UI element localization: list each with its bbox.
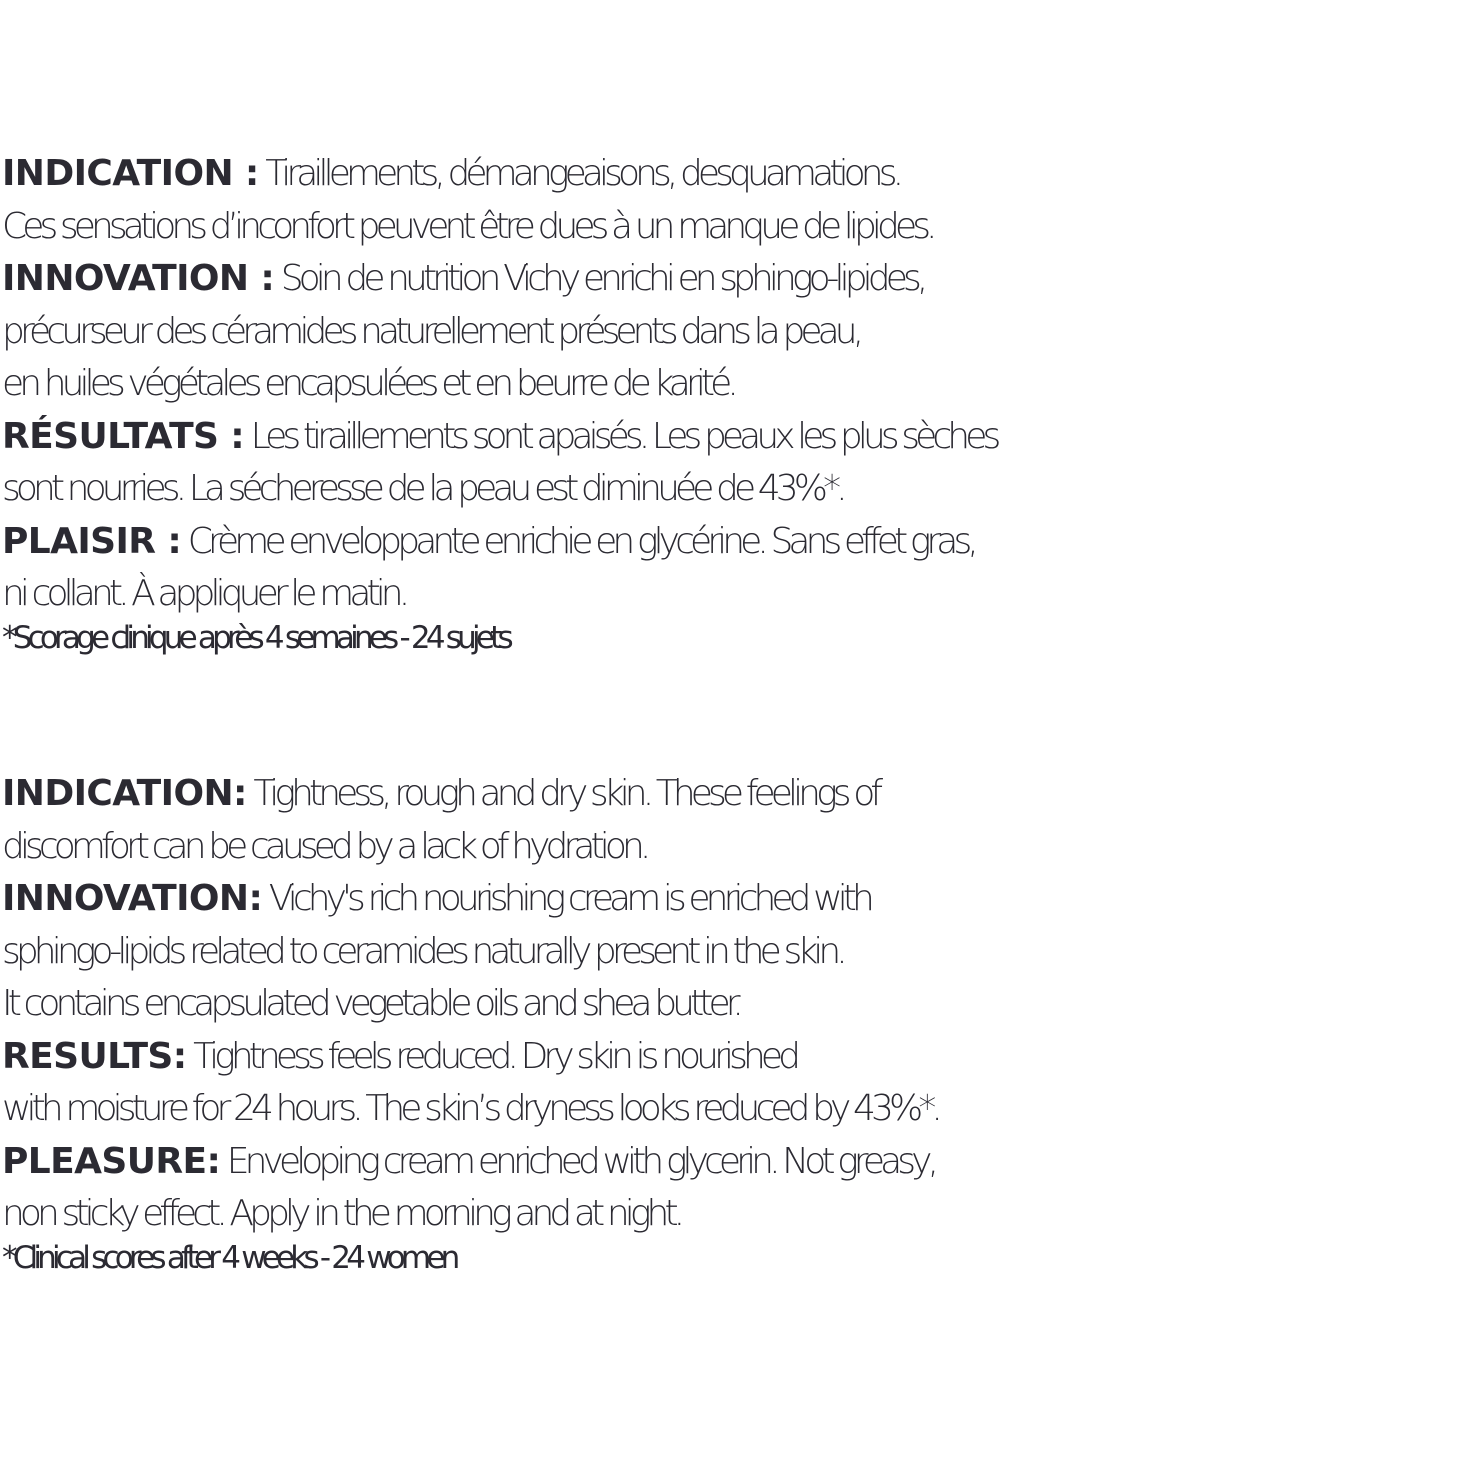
en-footnote: *Clinical scores after 4 weeks - 24 women — [2, 1239, 456, 1276]
fr-line-8 — [2, 516, 1452, 569]
en-innovation-text-cont-2: It contains encapsulated vegetable oils and shea butter. — [2, 983, 739, 1024]
en-pleasure-text: Enveloping cream enriched with glycerin. Not greasy, — [220, 1140, 935, 1182]
en-line-8 — [2, 1136, 1452, 1189]
fr-innovation-text-cont-2: en huiles végétales encapsulées et en beurre de karité. — [2, 363, 734, 404]
fr-line-2 — [2, 201, 1452, 254]
en-pleasure-text-cont: non sticky effect. Apply in the morning and at night. — [2, 1193, 681, 1234]
en-line-9 — [2, 1188, 1452, 1241]
fr-indication-text-cont: Ces sensations d’inconfort peuvent être dues à un manque de lipides. — [2, 205, 933, 247]
fr-footnote: *Scorage clinique après 4 semaines - 24 sujets — [2, 619, 509, 656]
fr-indication-label: INDICATION : — [2, 153, 259, 194]
en-line-2 — [2, 821, 1452, 874]
en-results-text-cont: with moisture for 24 hours. The skin’s dryness looks reduced by 43%*. — [2, 1088, 938, 1129]
en-line-5 — [2, 978, 1452, 1031]
en-pleasure-label: PLEASURE: — [2, 1140, 221, 1182]
en-line-1 — [2, 768, 1452, 821]
fr-resultats-label: RÉSULTATS : — [2, 415, 245, 457]
fr-indication-text: Tiraillements, démangeaisons, desquamations. — [258, 153, 900, 194]
fr-resultats-text-cont: sont nourries. La sécheresse de la peau est diminuée de 43%*. — [2, 468, 843, 509]
en-line-6 — [2, 1031, 1452, 1084]
en-innovation-text-cont-1: sphingo-lipids related to ceramides naturally present in the skin. — [2, 930, 843, 972]
fr-innovation-text-cont-1: précurseur des céramides naturellement présents dans la peau, — [2, 310, 860, 352]
en-line-3 — [2, 873, 1452, 926]
en-line-7 — [2, 1083, 1452, 1136]
french-description — [2, 148, 1452, 659]
fr-resultats-text: Les tiraillements sont apaisés. Les peaux les plus sèches — [244, 415, 997, 457]
en-indication-label: INDICATION: — [2, 773, 247, 814]
en-indication-text-cont: discomfort can be caused by a lack of hydration. — [2, 825, 647, 867]
fr-innovation-text: Soin de nutrition Vichy enrichi en sphingo-lipides, — [274, 258, 924, 299]
en-innovation-label: INNOVATION: — [2, 878, 263, 919]
english-description — [2, 768, 1452, 1279]
fr-line-5 — [2, 358, 1452, 411]
en-innovation-text: Vichy's rich nourishing cream is enriched with — [262, 878, 870, 919]
fr-plaisir-label: PLAISIR : — [2, 520, 182, 562]
en-results-text: Tightness feels reduced. Dry skin is nourished — [186, 1035, 797, 1077]
fr-line-1 — [2, 148, 1452, 201]
fr-plaisir-text-cont: ni collant. À appliquer le matin. — [2, 573, 406, 614]
fr-line-3 — [2, 253, 1452, 306]
fr-line-9 — [2, 568, 1452, 621]
en-line-4 — [2, 926, 1452, 979]
fr-plaisir-text: Crème enveloppante enrichie en glycérine. Sans effet gras, — [181, 520, 974, 562]
fr-innovation-label: INNOVATION : — [2, 258, 275, 299]
fr-line-6 — [2, 411, 1452, 464]
fr-line-4 — [2, 306, 1452, 359]
fr-line-7 — [2, 463, 1452, 516]
en-results-label: RESULTS: — [2, 1035, 187, 1077]
en-indication-text: Tightness, rough and dry skin. These feelings of — [246, 773, 879, 814]
